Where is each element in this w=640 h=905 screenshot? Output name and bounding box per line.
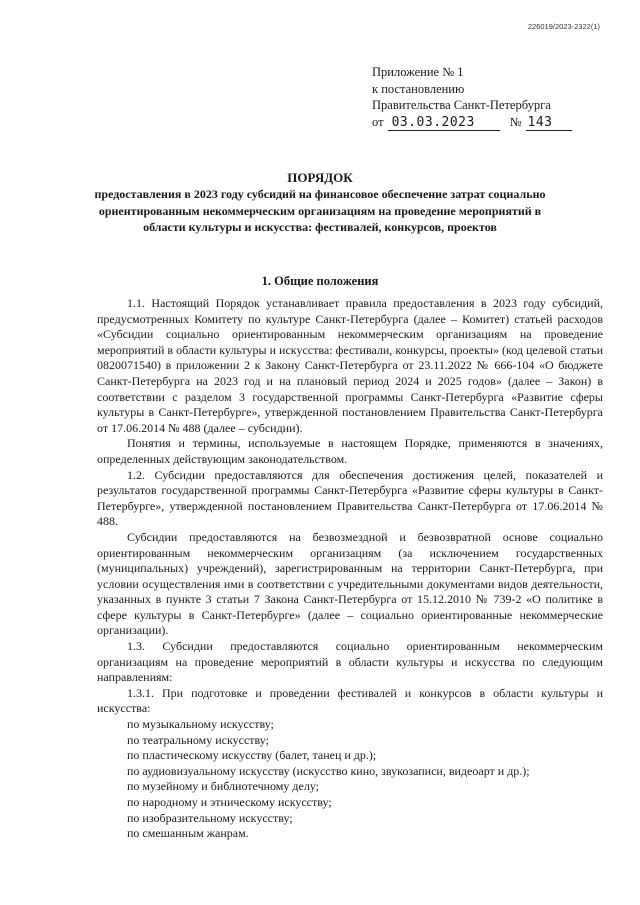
paragraph-1-1: 1.1. Настоящий Порядок устанавливает правила предоставления в 2023 году субсидий, предусмотренных Комитету по культуре Санкт-Петербурга (далее – Комитет) статьей расходов «Субсидии социально ориентированным некоммерческим организациям на проведение мероприятий в области культуры и искусства: фестивали, конкурсы, проекты» (код целевой статьи 0820071540) в приложении 2 к Закону Санкт-Петербурга от 23.11.2022 № 666-104 «О бюджете Санкт-Петербурга на 2023 год и на плановый период 2024 и 2025 годов» (далее – Закон) в соответствии с разделом 3 государственной программы Санкт-Петербурга «Развитие сферы культуры в Санкт-Петербурге», утвержденной постановлением Правительства Санкт-Петербурга от 17.06.2014 № 488 (далее – субсидии).: [97, 296, 603, 435]
resolution-number: 143: [526, 116, 572, 131]
from-label: от: [372, 114, 384, 129]
document-subtitle: предоставления в 2023 году субсидий на финансовое обеспечение затрат социально ориентированным некоммерческим организациям на проведение мероприятий в области культуры и искусства: фестивалей, конкурсов, проектов: [94, 187, 546, 234]
appendix-government: Правительства Санкт-Петербурга: [372, 98, 551, 112]
list-item: по смешанным жанрам.: [127, 826, 249, 841]
appendix-to-resolution: к постановлению: [372, 81, 465, 96]
list-item: по музыкальному искусству;: [127, 717, 274, 732]
list-item: по изобразительному искусству;: [127, 810, 293, 825]
number-label: №: [509, 114, 522, 129]
document-body: [97, 296, 603, 842]
paragraph-1-2: 1.2. Субсидии предоставляются для обеспечения достижения целей, показателей и результатов государственной программы Санкт-Петербурга «Развитие сферы культуры в Санкт-Петербурге», утвержденной постановлением Правительства Санкт-Петербурга от 17.06.2014 № 488.: [97, 467, 603, 529]
section-heading: 1. Общие положения: [261, 274, 379, 288]
document-title: ПОРЯДОК: [287, 170, 353, 185]
paragraph-terms: Понятия и термины, используемые в настоящем Порядке, применяются в значениях, определенных действующим законодательством.: [97, 436, 603, 466]
appendix-block: [372, 64, 572, 131]
list-item: по аудиовизуальному искусству (искусство кино, звукозаписи, видеоарт и др.);: [127, 763, 530, 778]
list-item: по пластическому искусству (балет, танец и др.);: [127, 748, 377, 763]
list-item: по театральному искусству;: [127, 732, 269, 747]
list-item: по музейному и библиотечному делу;: [127, 779, 319, 794]
resolution-date: 03.03.2023: [388, 116, 500, 131]
list-item: по народному и этническому искусству;: [127, 795, 332, 809]
paragraph-1-3-1: 1.3.1. При подготовке и проведении фестивалей и конкурсов в области культуры и искусства:: [97, 685, 603, 716]
paragraph-1-3: 1.3. Субсидии предоставляются социально ориентированным некоммерческим организациям на проведение мероприятий в области культуры и искусства по следующим направлениям:: [97, 639, 603, 685]
paragraph-subsidy-basis: Субсидии предоставляются на безвозмездной и безвозвратной основе социально ориентированным некоммерческим организациям (за исключением государственных (муниципальных) учреждений), зарегистрированным на территории Санкт-Петербурга, при условии осуществления ими в соответствии с учредительными документами видов деятельности, указанных в пункте 3 статьи 7 Закона Санкт-Петербурга от 15.12.2010 № 739-2 «О политике в сфере культуры в Санкт-Петербурге» (далее – социально ориентированные некоммерческие организации).: [97, 529, 603, 638]
document-code: 226019/2023-2322(1): [527, 22, 600, 31]
appendix-number: Приложение № 1: [372, 65, 464, 79]
appendix-date-line: [372, 114, 572, 131]
